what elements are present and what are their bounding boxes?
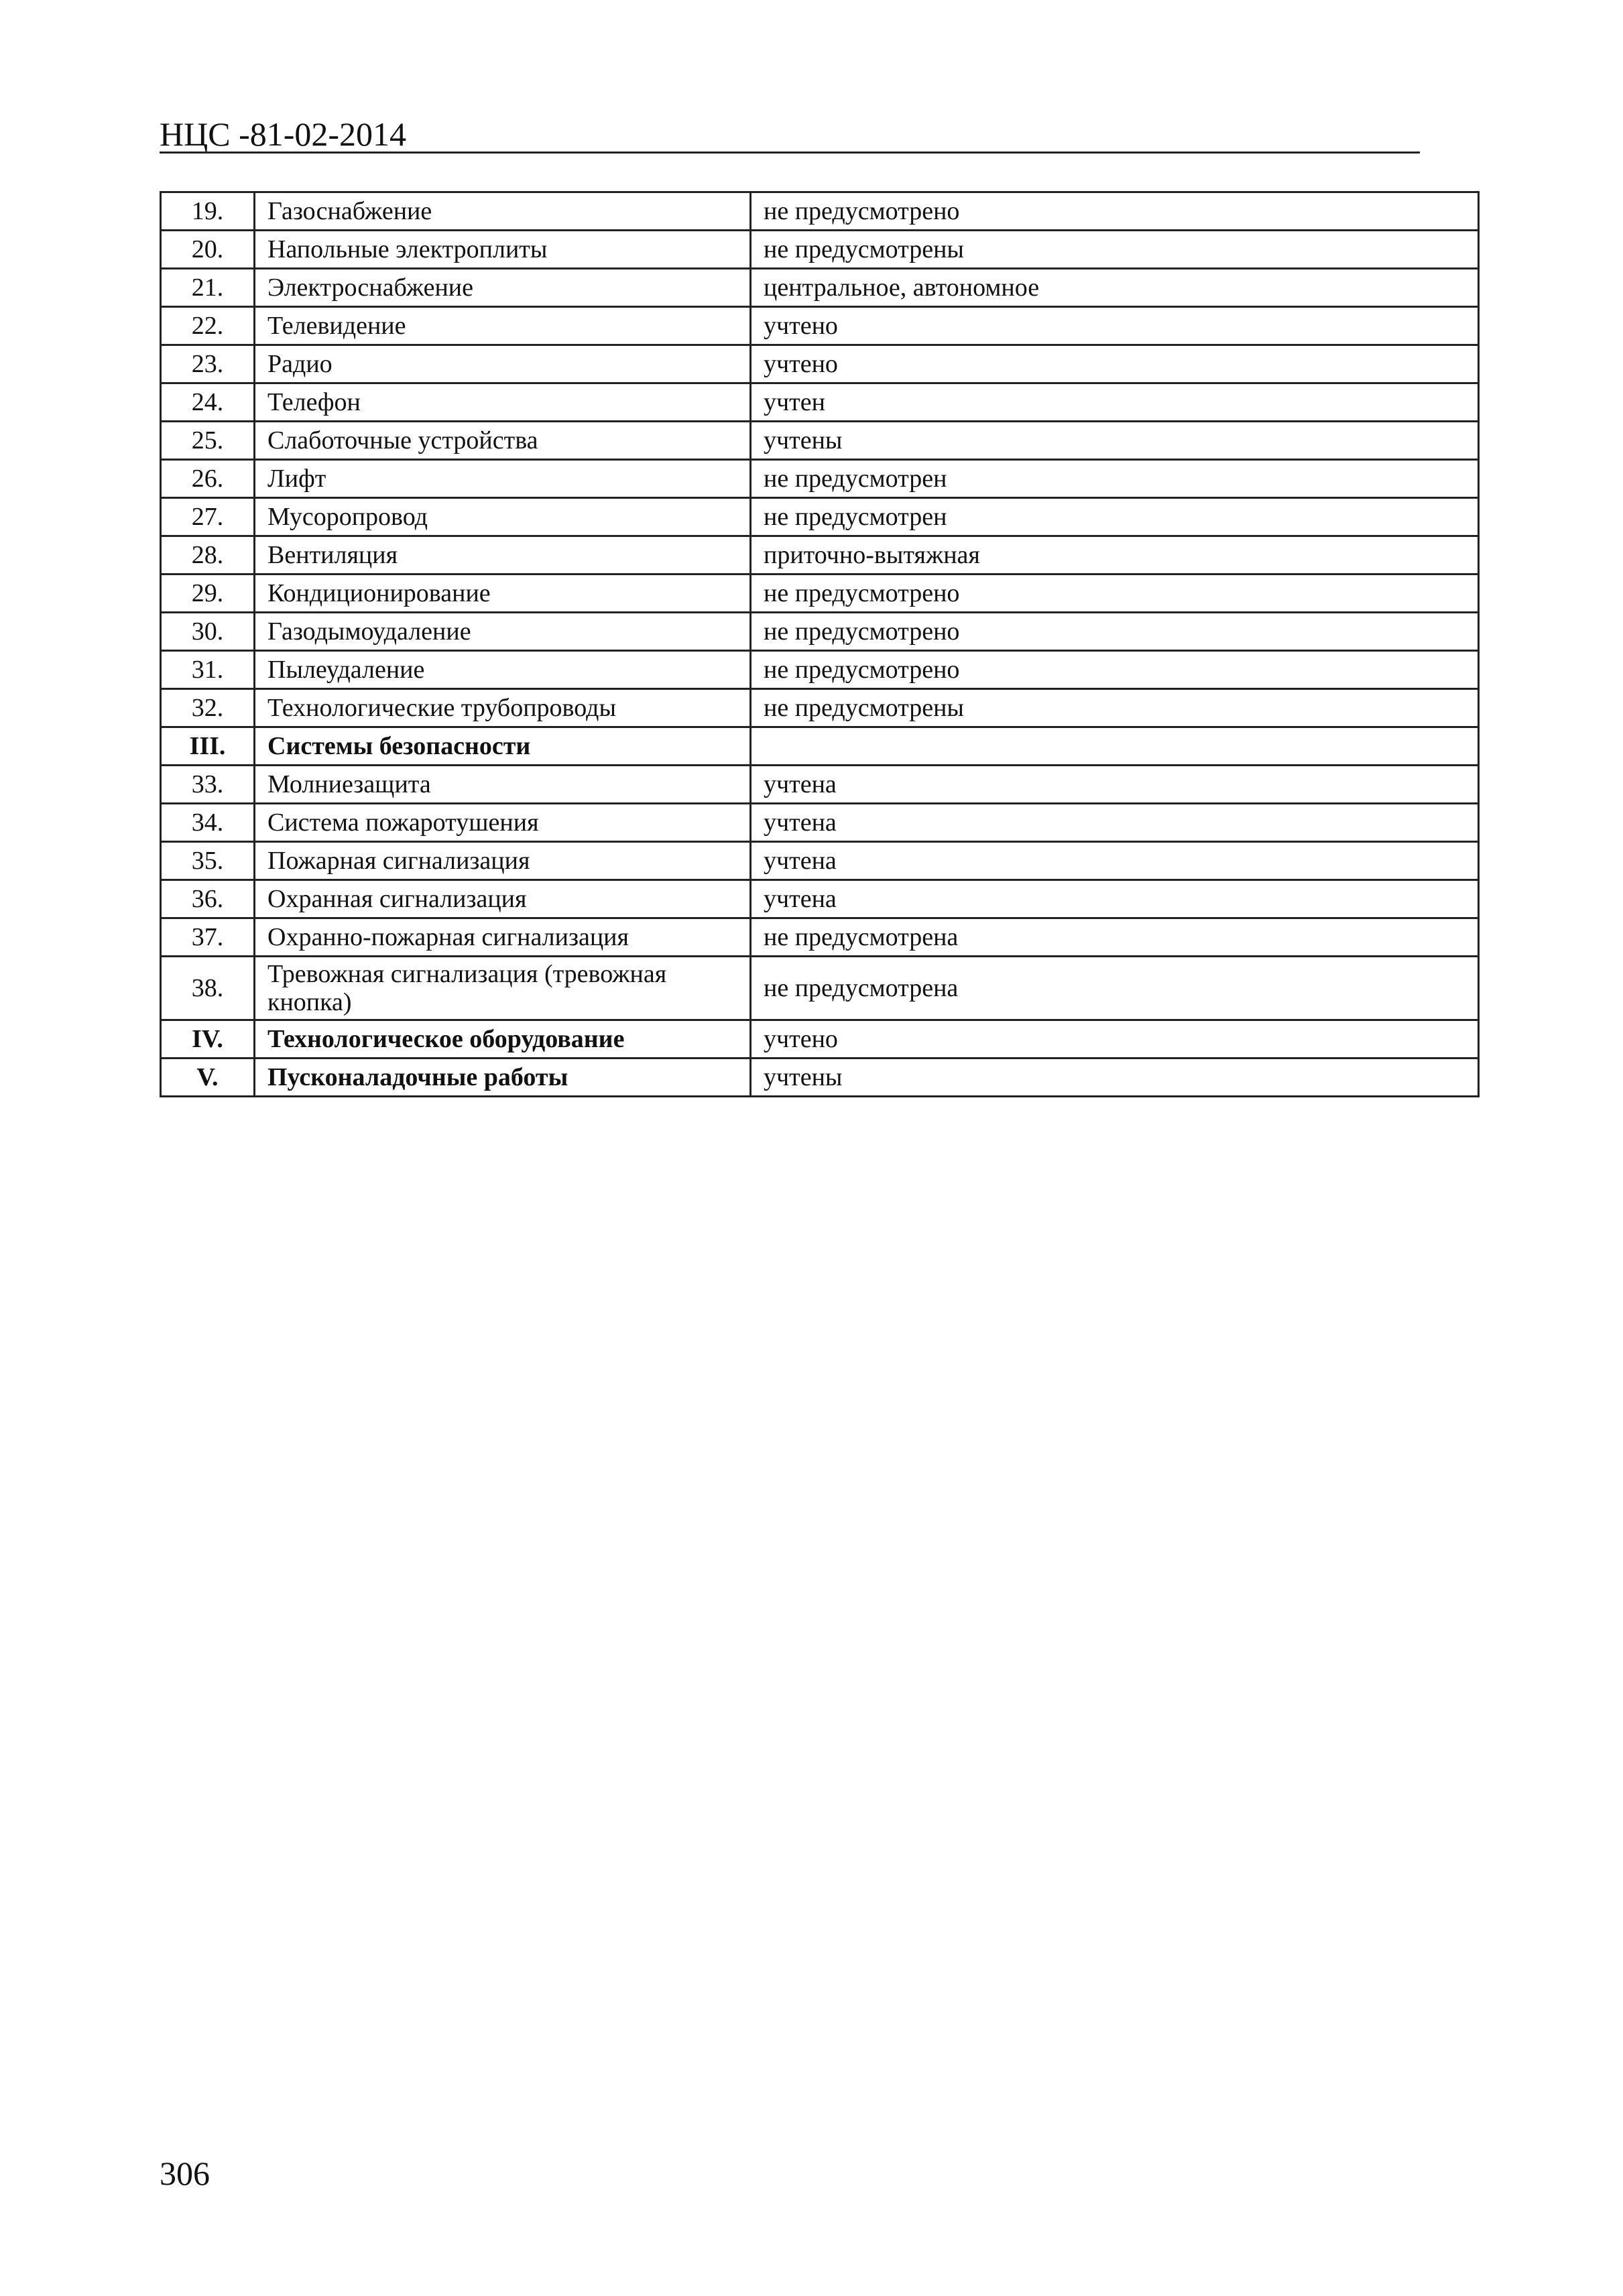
specification-table [160,191,1480,1097]
row-number: 36. [161,880,255,918]
section-row [161,1020,1479,1059]
row-value: не предусмотрены [751,689,1479,727]
table-row [161,422,1479,460]
row-number: 28. [161,536,255,575]
row-value: центральное, автономное [751,269,1479,307]
document-code: НЦС -81-02-2014 [160,115,407,153]
table-row [161,575,1479,613]
row-value: учтена [751,880,1479,918]
table-row [161,536,1479,575]
row-number: 29. [161,575,255,613]
row-number: 30. [161,613,255,651]
row-value: не предусмотрена [751,918,1479,957]
table-row [161,613,1479,651]
row-value: приточно-вытяжная [751,536,1479,575]
row-name: Пылеудаление [255,651,751,689]
row-value: не предусмотрен [751,460,1479,498]
row-number: 26. [161,460,255,498]
row-value: не предусмотрено [751,575,1479,613]
row-name: Мусоропровод [255,498,751,536]
row-value: учтен [751,383,1479,422]
section-title: Системы безопасности [255,727,751,766]
row-number: 27. [161,498,255,536]
section-number: III. [161,727,255,766]
row-name: Газодымоудаление [255,613,751,651]
row-value: учтена [751,766,1479,804]
row-number: 32. [161,689,255,727]
row-name: Газоснабжение [255,192,751,231]
row-number: 35. [161,842,255,880]
table-row [161,269,1479,307]
page-number: 306 [160,2155,210,2192]
section-value: учтены [751,1059,1479,1097]
section-title: Пусконаладочные работы [255,1059,751,1097]
row-value: учтены [751,422,1479,460]
row-name: Кондиционирование [255,575,751,613]
row-name: Лифт [255,460,751,498]
row-number: 24. [161,383,255,422]
row-number: 21. [161,269,255,307]
row-name: Напольные электроплиты [255,231,751,269]
row-value: не предусмотрены [751,231,1479,269]
row-number: 20. [161,231,255,269]
row-name: Радио [255,345,751,383]
row-number: 31. [161,651,255,689]
row-number: 38. [161,957,255,1020]
row-name: Телевидение [255,307,751,345]
row-value: не предусмотрено [751,613,1479,651]
row-value: учтена [751,804,1479,842]
table-row [161,804,1479,842]
row-number: 33. [161,766,255,804]
table-row [161,689,1479,727]
table-row [161,766,1479,804]
row-value: не предусмотрено [751,192,1479,231]
row-value: учтена [751,842,1479,880]
row-name: Система пожаротушения [255,804,751,842]
section-value: учтено [751,1020,1479,1059]
table-row [161,651,1479,689]
row-name: Телефон [255,383,751,422]
table-row [161,957,1479,1020]
row-number: 23. [161,345,255,383]
header-rule [160,152,1420,154]
section-title: Технологическое оборудование [255,1020,751,1059]
row-name: Пожарная сигнализация [255,842,751,880]
row-number: 22. [161,307,255,345]
row-value: учтено [751,307,1479,345]
table-row [161,383,1479,422]
row-name: Тревожная сигнализация (тревожная кнопка) [255,957,751,1020]
row-number: 34. [161,804,255,842]
table-row [161,345,1479,383]
table-row [161,231,1479,269]
row-name: Слаботочные устройства [255,422,751,460]
table-row [161,918,1479,957]
table-row [161,498,1479,536]
section-value [751,727,1479,766]
row-value: не предусмотрено [751,651,1479,689]
section-row [161,1059,1479,1097]
row-name: Охранно-пожарная сигнализация [255,918,751,957]
row-value: учтено [751,345,1479,383]
row-name: Молниезащита [255,766,751,804]
table-row [161,307,1479,345]
row-name: Электроснабжение [255,269,751,307]
table-row [161,192,1479,231]
row-name: Охранная сигнализация [255,880,751,918]
table-row [161,880,1479,918]
row-value: не предусмотрена [751,957,1479,1020]
row-name: Технологические трубопроводы [255,689,751,727]
table-row [161,842,1479,880]
row-name: Вентиляция [255,536,751,575]
row-value: не предусмотрен [751,498,1479,536]
row-number: 25. [161,422,255,460]
row-number: 37. [161,918,255,957]
section-number: IV. [161,1020,255,1059]
section-row [161,727,1479,766]
row-number: 19. [161,192,255,231]
table-row [161,460,1479,498]
section-number: V. [161,1059,255,1097]
